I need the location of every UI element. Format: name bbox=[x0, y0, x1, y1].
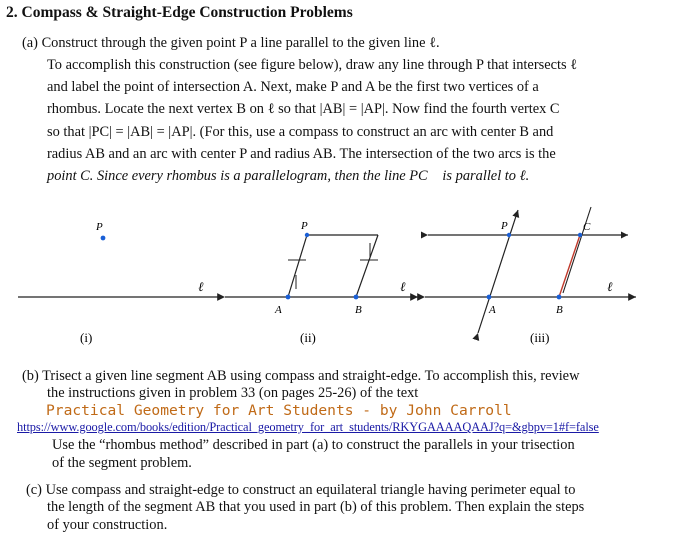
book-link[interactable]: https://www.google.com/books/edition/Practical_geometry_for_art_students/RKYGAAAAQAAJ?q=&gbpv=1#f=false bbox=[17, 420, 599, 434]
fig2-caption: (ii) bbox=[300, 330, 316, 345]
fig3-caption: (iii) bbox=[530, 330, 550, 345]
part-b-line-3: Use the “rhombus method” described in part (a) to construct the parallels in your trisection bbox=[52, 437, 575, 453]
fig1-point-p bbox=[101, 236, 106, 241]
problem-heading: 2. Compass & Straight-Edge Construction Problems bbox=[6, 4, 353, 21]
part-c-line-1: (c) Use compass and straight-edge to construct an equilateral triangle having perimeter equal to bbox=[26, 482, 576, 498]
part-c-first-line-block bbox=[26, 482, 575, 500]
part-c-line-2: the length of the segment AB that you used in part (b) of this problem. Then explain the steps bbox=[47, 499, 585, 515]
construction-figures bbox=[0, 205, 700, 355]
fig2-line-ap bbox=[288, 235, 307, 297]
part-a-line-6: radius AB and an arc with center P and radius AB. The intersection of the two arcs is the bbox=[47, 145, 556, 162]
fig3-transversal bbox=[478, 210, 518, 333]
part-a-line-1: (a) Construct through the given point P a line parallel to the given line ℓ. bbox=[22, 35, 440, 51]
fig2-point-p bbox=[305, 233, 309, 237]
handwritten-annotation: Practical Geometry for Art Students - by John Carroll bbox=[46, 402, 512, 419]
fig3-line-cb-extension bbox=[563, 207, 591, 293]
fig2-label-a: A bbox=[275, 304, 282, 316]
fig3-label-b: B bbox=[556, 304, 563, 316]
fig2-label-l: ℓ bbox=[400, 279, 406, 294]
part-c-body bbox=[47, 499, 584, 534]
fig2-line-cb bbox=[356, 235, 378, 297]
fig1-label-l: ℓ bbox=[198, 279, 204, 294]
part-a-line-3: and label the point of intersection A. Next, make P and A be the first two vertices of a bbox=[47, 79, 539, 96]
part-b-first-line-block bbox=[22, 368, 579, 386]
part-b-body bbox=[47, 385, 418, 403]
fig2-point-b bbox=[354, 295, 359, 300]
part-b-line-1: (b) Trisect a given line segment AB using compass and straight-edge. To accomplish this, review bbox=[22, 368, 580, 384]
fig3-point-a bbox=[487, 295, 492, 300]
fig1-caption: (i) bbox=[80, 330, 93, 345]
part-a-line-7: point C. Since every rhombus is a parallelogram, then the line PC⃡ is parallel to ℓ. bbox=[47, 168, 530, 185]
fig3-point-p bbox=[507, 233, 511, 237]
fig3-label-a: A bbox=[489, 304, 496, 316]
part-a-body bbox=[47, 54, 577, 187]
fig2-label-p: P bbox=[301, 220, 308, 232]
fig3-label-l: ℓ bbox=[607, 279, 613, 294]
part-b-after-link bbox=[52, 437, 575, 472]
fig3-point-c bbox=[578, 233, 582, 237]
part-a-first-line-block bbox=[22, 32, 440, 54]
fig3-label-c: C bbox=[583, 221, 591, 233]
part-a-line-5: so that |PC| = |AB| = |AP|. (For this, use a compass to construct an arc with center B and bbox=[47, 123, 554, 140]
part-b-line-4: of the segment problem. bbox=[52, 454, 192, 471]
fig2-point-a bbox=[286, 295, 291, 300]
fig3-label-p: P bbox=[501, 220, 508, 232]
part-a-line-2: To accomplish this construction (see figure below), draw any line through P that intersects ℓ bbox=[47, 57, 578, 73]
fig1-label-p: P bbox=[96, 221, 103, 233]
part-a-line-4: rhombus. Locate the next vertex B on ℓ so that |AB| = |AP|. Now find the fourth vertex C bbox=[47, 101, 560, 118]
part-b-line-2: the instructions given in problem 33 (on pages 25-26) of the text bbox=[47, 385, 419, 401]
figure-1 bbox=[18, 221, 218, 345]
fig3-line-cb bbox=[559, 235, 580, 297]
figure-2 bbox=[225, 220, 418, 345]
fig3-point-b bbox=[557, 295, 562, 300]
figure-3 bbox=[425, 207, 636, 345]
part-c-line-3: of your construction. bbox=[47, 516, 168, 533]
fig2-label-b: B bbox=[355, 304, 362, 316]
